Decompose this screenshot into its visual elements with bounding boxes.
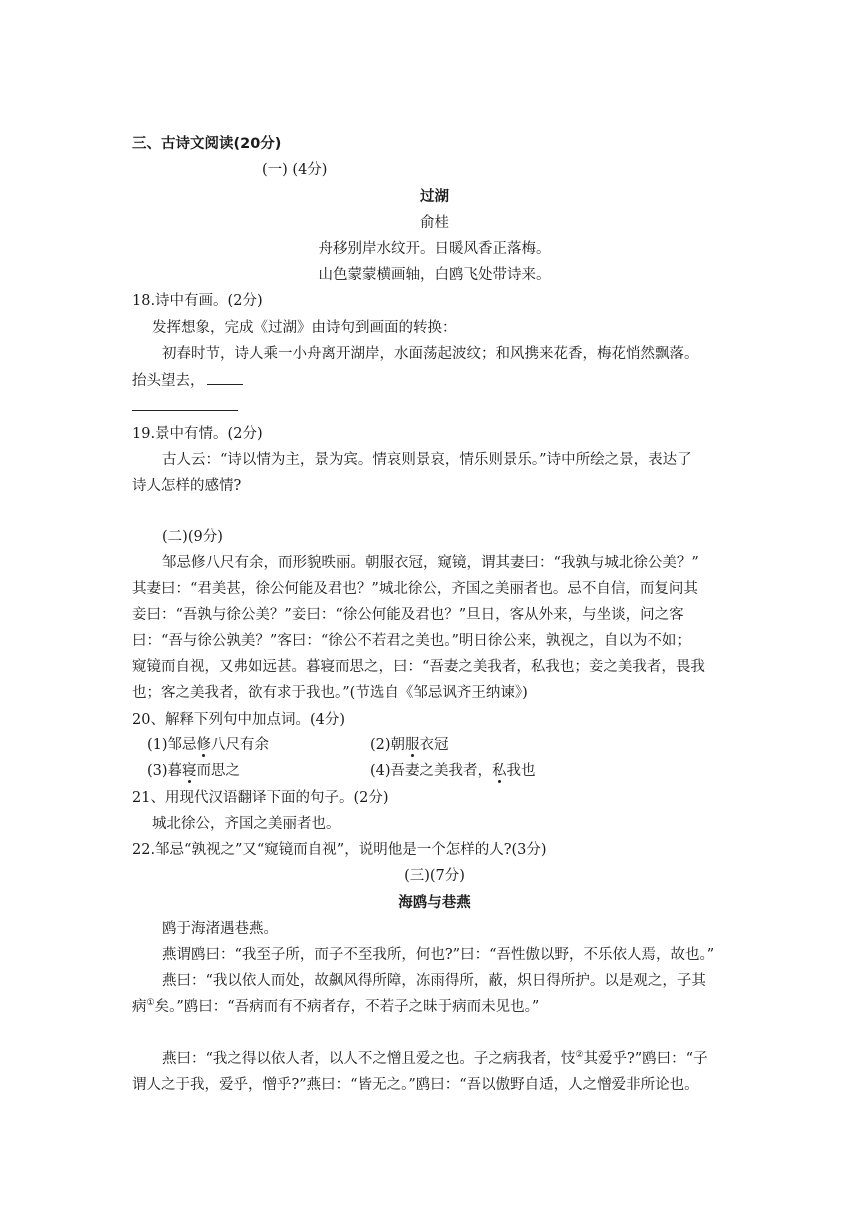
q19-text-line-2: 诗人怎样的感情? (132, 478, 242, 494)
q20-row-2 (147, 761, 737, 781)
passage-line-4: 曰：“吾与徐公孰美？”客曰：“徐公不若君之美也。”明日徐公来，孰视之，自以为不如； (132, 633, 691, 649)
section-title: 三、古诗文阅读(20分) (132, 136, 282, 152)
footnote-marker-2: ② (575, 1050, 584, 1061)
q20-dot-word-3: 寝 (182, 763, 197, 779)
q21-sentence: 城北徐公，齐国之美丽者也。 (152, 816, 341, 832)
q20-item-4: (4)吾妻之美我者，私我也 (370, 763, 536, 779)
q18-text-line-2 (132, 370, 737, 391)
q21-title: 21、用现代汉语翻译下面的句子。(2分) (132, 790, 389, 806)
q18-text-prefix: 抬头望去， (132, 373, 205, 389)
q20-item-1: (1)邹忌修八尺有余 (147, 737, 270, 753)
passage-line-1: 邹忌修八尺有余，而形貌昳丽。朝服衣冠，窥镜，谓其妻曰：“我孰与城北徐公美？” (162, 555, 699, 571)
q19-text-line-1: 古人云：“诗以情为主，景为宾。情哀则景哀，情乐则景乐。”诗中所绘之景，表达了 (162, 452, 692, 468)
part1-label: (一) (4分) (262, 162, 328, 178)
q20-row-1 (147, 735, 737, 755)
passage-line-3: 妾曰：“吾孰与徐公美？”妾曰：“徐公何能及君也？”旦日，客从外来，与坐谈，问之客 (132, 607, 684, 623)
q18-answer-line[interactable] (132, 410, 238, 411)
q18-instruction: 发挥想象，完成《过湖》由诗句到画面的转换： (152, 320, 457, 336)
q18-answer-blank[interactable] (207, 370, 243, 385)
q20-dot-word-4: 私 (492, 763, 507, 779)
poem-line-1: 舟移别岸水纹开。日暖风香正落梅。 (318, 241, 551, 257)
poem-title: 过湖 (420, 189, 449, 205)
q20-title: 20、解释下列句中加点词。(4分) (132, 712, 345, 728)
part3-line-6: 谓人之于我，爱乎，憎乎?”燕曰：“皆无之。”鸥曰：“吾以傲野自适，人之憎爱非所论也。 (132, 1077, 699, 1093)
part2-label: (二)(9分) (162, 529, 223, 545)
q20-dot-word-2: 服 (405, 737, 420, 753)
part3-line-3: 燕曰：“我以依人而处，故飙风得所障，冻雨得所，蔽，炽日得所护。以是观之，子其 (162, 973, 706, 989)
part3-line-2: 燕谓鸥曰：“我至子所，而子不至我所，何也?”曰：“吾性傲以野，不乐依人焉，故也。” (162, 947, 715, 963)
q22-title: 22.邹忌“孰视之”又“窥镜而自视”，说明他是一个怎样的人?(3分) (132, 842, 547, 858)
part3-line-4: 病①矣。”鸥曰：“吾病而有不病者存，不若子之昧于病而未见也。” (132, 998, 540, 1015)
passage-line-6: 也；客之美我者，欲有求于我也。”(节选自《邹忌讽齐王纳谏》) (132, 685, 528, 701)
part3-line-1: 鸥于海渚遇巷燕。 (162, 921, 278, 937)
part3-title: 海鸥与巷燕 (398, 895, 471, 911)
part3-line-5: 燕曰：“我之得以依人者，以人不之憎且爱之也。子之病我者，忮②其爱乎?”鸥曰：“子 (162, 1050, 708, 1067)
q20-dot-word-1: 修 (196, 737, 212, 753)
poem-author: 俞桂 (420, 215, 449, 231)
part3-label: (三)(7分) (404, 868, 465, 884)
passage-line-5: 窥镜而自视，又弗如远甚。暮寝而思之，曰：“吾妻之美我者，私我也；妾之美我者，畏我 (132, 659, 705, 675)
q19-title: 19.景中有情。(2分) (132, 426, 263, 442)
poem-line-2: 山色蒙蒙横画轴，白鸥飞处带诗来。 (318, 267, 551, 283)
footnote-marker-1: ① (146, 998, 155, 1009)
q18-text-line-1: 初春时节，诗人乘一小舟离开湖岸，水面荡起波纹；和风携来花香，梅花悄然飘落。 (162, 346, 699, 362)
q20-item-3: (3)暮寝而思之 (147, 763, 241, 779)
q18-title: 18.诗中有画。(2分) (132, 293, 263, 309)
passage-line-2: 其妻曰：“君美甚，徐公何能及君也？”城北徐公，齐国之美丽者也。忌不自信，而复问其 (132, 581, 698, 597)
q20-item-2: (2)朝服衣冠 (370, 737, 449, 753)
